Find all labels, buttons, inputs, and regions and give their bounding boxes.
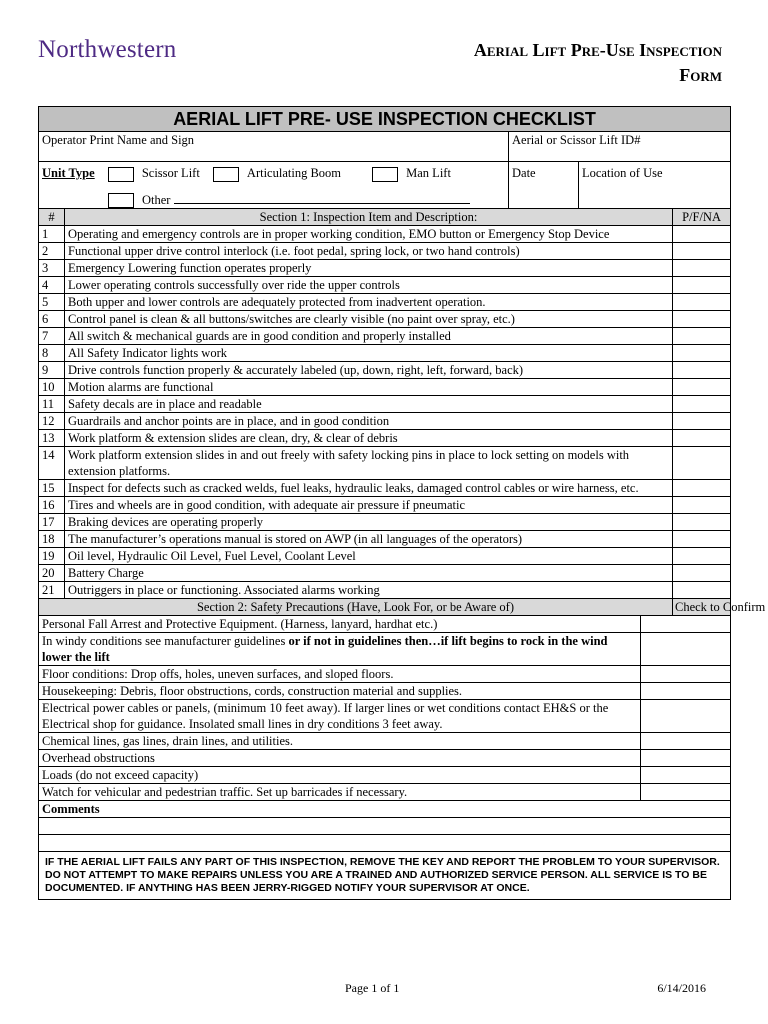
precaution-text	[39, 633, 641, 666]
precaution-text: Personal Fall Arrest and Protective Equipment. (Harness, lanyard, hardhat etc.)	[39, 616, 641, 633]
checklist-row	[39, 531, 731, 548]
item-number: 13	[39, 430, 65, 447]
checklist-row	[39, 480, 731, 497]
item-description: Both upper and lower controls are adequately protected from inadvertent operation.	[65, 294, 673, 311]
checklist-title: AERIAL LIFT PRE- USE INSPECTION CHECKLIST	[39, 107, 731, 132]
item-result-cell[interactable]	[673, 260, 731, 277]
man-lift-label: Man Lift	[406, 166, 451, 180]
item-description: Work platform extension slides in and out freely with safety locking pins in place to lock setting on models with extension platforms.	[65, 447, 673, 480]
checklist-row	[39, 243, 731, 260]
checklist-row	[39, 345, 731, 362]
item-result-cell[interactable]	[673, 294, 731, 311]
item-result-cell[interactable]	[673, 548, 731, 565]
date-field[interactable]	[509, 162, 579, 209]
other-line[interactable]	[174, 191, 470, 204]
form-title-line2: Form	[679, 65, 722, 85]
item-description: Control panel is clean & all buttons/switches are clearly visible (no paint over spray, etc.)	[65, 311, 673, 328]
checklist-row	[39, 430, 731, 447]
precaution-check-cell[interactable]	[641, 666, 731, 683]
precaution-check-cell[interactable]	[641, 750, 731, 767]
section1-header: Section 1: Inspection Item and Description:	[65, 209, 673, 226]
precaution-row	[39, 767, 731, 784]
precaution-check-cell[interactable]	[641, 767, 731, 784]
item-description: Lower operating controls successfully over ride the upper controls	[65, 277, 673, 294]
result-header: P/F/NA	[673, 209, 731, 226]
inspection-table	[38, 106, 766, 900]
precaution-check-cell[interactable]	[641, 700, 731, 733]
item-result-cell[interactable]	[673, 328, 731, 345]
lift-id-label: Aerial or Scissor Lift ID#	[512, 133, 641, 147]
item-description: Work platform & extension slides are clean, dry, & clear of debris	[65, 430, 673, 447]
precaution-row	[39, 733, 731, 750]
warning-notice: IF THE AERIAL LIFT FAILS ANY PART OF THIS INSPECTION, REMOVE THE KEY AND REPORT THE PROBLEM TO YOUR SUPERVISOR. DO NOT ATTEMPT TO MAKE REPAIRS UNLESS YOU ARE A TRAINED AND AUTHORIZED SERVICE PERSON. ALL SERVICE IS TO BE DOCUMENTED. IF ANYTHING HAS BEEN JERRY-RIGGED NOTIFY YOUR SUPERVISOR AT ONCE.	[39, 852, 731, 900]
item-result-cell[interactable]	[673, 243, 731, 260]
checklist-row	[39, 277, 731, 294]
precaution-text: Loads (do not exceed capacity)	[39, 767, 641, 784]
checklist-row	[39, 413, 731, 430]
scissor-lift-label: Scissor Lift	[141, 166, 200, 180]
item-number: 10	[39, 379, 65, 396]
operator-name-field[interactable]	[39, 132, 509, 162]
man-lift-checkbox[interactable]	[372, 167, 398, 182]
precaution-check-cell[interactable]	[641, 633, 731, 666]
articulating-boom-label: Articulating Boom	[246, 166, 342, 180]
page-number: Page 1 of 1	[345, 981, 400, 995]
checklist-row	[39, 497, 731, 514]
item-number: 5	[39, 294, 65, 311]
precaution-row	[39, 683, 731, 700]
item-result-cell[interactable]	[673, 311, 731, 328]
item-description: Guardrails and anchor points are in place, and in good condition	[65, 413, 673, 430]
item-number: 2	[39, 243, 65, 260]
precaution-row	[39, 700, 731, 733]
item-number: 21	[39, 582, 65, 599]
lift-id-field[interactable]	[509, 132, 731, 162]
precaution-text: Watch for vehicular and pedestrian traffic. Set up barricades if necessary.	[39, 784, 641, 801]
item-number: 12	[39, 413, 65, 430]
precaution-text: Floor conditions: Drop offs, holes, uneven surfaces, and sloped floors.	[39, 666, 641, 683]
comment-line[interactable]	[39, 835, 731, 852]
comment-cell[interactable]	[39, 818, 731, 835]
item-number: 11	[39, 396, 65, 413]
item-description: All Safety Indicator lights work	[65, 345, 673, 362]
item-result-cell[interactable]	[673, 430, 731, 447]
checklist-row	[39, 294, 731, 311]
item-number: 7	[39, 328, 65, 345]
item-description: Tires and wheels are in good condition, with adequate air pressure if pneumatic	[65, 497, 673, 514]
item-result-cell[interactable]	[673, 447, 731, 480]
precaution-text: Housekeeping: Debris, floor obstructions, cords, construction material and supplies.	[39, 683, 641, 700]
precaution-wind-text: In windy conditions see manufacturer guidelines	[42, 634, 289, 649]
item-number: 19	[39, 548, 65, 565]
checklist-row	[39, 447, 731, 480]
item-number: 8	[39, 345, 65, 362]
item-result-cell[interactable]	[673, 413, 731, 430]
item-description: Operating and emergency controls are in proper working condition, EMO button or Emergency Stop Device	[65, 226, 673, 243]
precaution-text: Overhead obstructions	[39, 750, 641, 767]
item-result-cell[interactable]	[673, 497, 731, 514]
checklist-row	[39, 379, 731, 396]
precaution-check-cell[interactable]	[641, 616, 731, 633]
item-result-cell[interactable]	[673, 480, 731, 497]
footer-date: 6/14/2016	[657, 981, 706, 995]
checklist-row	[39, 396, 731, 413]
comment-line[interactable]	[39, 818, 731, 835]
item-description: Braking devices are operating properly	[65, 514, 673, 531]
precaution-text: Chemical lines, gas lines, drain lines, and utilities.	[39, 733, 641, 750]
item-number: 16	[39, 497, 65, 514]
number-header: #	[39, 209, 65, 226]
item-number: 18	[39, 531, 65, 548]
item-result-cell[interactable]	[673, 362, 731, 379]
item-description: Emergency Lowering function operates properly	[65, 260, 673, 277]
precaution-row	[39, 633, 731, 666]
item-result-cell[interactable]	[673, 582, 731, 599]
item-number: 17	[39, 514, 65, 531]
precaution-check-cell[interactable]	[641, 784, 731, 801]
checklist-row	[39, 362, 731, 379]
checklist-row	[39, 311, 731, 328]
unit-type-cell	[39, 162, 509, 209]
item-description: Battery Charge	[65, 565, 673, 582]
unit-type-label: Unit Type	[42, 166, 95, 180]
item-description: Outriggers in place or functioning. Associated alarms working	[65, 582, 673, 599]
checklist-row	[39, 328, 731, 345]
comments-label: Comments	[39, 801, 731, 818]
comment-cell[interactable]	[39, 835, 731, 852]
item-number: 4	[39, 277, 65, 294]
item-result-cell[interactable]	[673, 379, 731, 396]
item-description: All switch & mechanical guards are in good condition and properly installed	[65, 328, 673, 345]
location-field[interactable]	[579, 162, 731, 209]
other-checkbox[interactable]	[108, 193, 134, 208]
item-number: 20	[39, 565, 65, 582]
item-result-cell[interactable]	[673, 565, 731, 582]
precaution-row	[39, 616, 731, 633]
precaution-row	[39, 666, 731, 683]
form-title	[474, 38, 722, 88]
item-result-cell[interactable]	[673, 396, 731, 413]
precaution-check-cell[interactable]	[641, 733, 731, 750]
check-confirm-header: Check to Confirm	[673, 599, 731, 616]
item-number: 6	[39, 311, 65, 328]
checklist-row	[39, 514, 731, 531]
item-number: 14	[39, 447, 65, 480]
item-result-cell[interactable]	[673, 277, 731, 294]
item-number: 3	[39, 260, 65, 277]
item-number: 9	[39, 362, 65, 379]
section2-header: Section 2: Safety Precautions (Have, Look For, or be Aware of)	[39, 599, 673, 616]
date-label: Date	[512, 166, 536, 180]
item-description: Inspect for defects such as cracked welds, fuel leaks, hydraulic leaks, damaged control cables or wire harness, etc.	[65, 480, 673, 497]
location-label: Location of Use	[582, 166, 663, 180]
item-number: 15	[39, 480, 65, 497]
form-title-line1: Aerial Lift Pre-Use Inspection	[473, 40, 722, 60]
item-result-cell[interactable]	[673, 226, 731, 243]
other-label: Other	[142, 192, 171, 207]
operator-label: Operator Print Name and Sign	[42, 133, 195, 147]
item-result-cell[interactable]	[673, 514, 731, 531]
item-description: Drive controls function properly & accurately labeled (up, down, right, left, forward, back)	[65, 362, 673, 379]
precaution-row	[39, 784, 731, 801]
item-description: Functional upper drive control interlock (i.e. foot pedal, spring lock, or two hand controls)	[65, 243, 673, 260]
precaution-text: Electrical power cables or panels, (minimum 10 feet away). If larger lines or wet conditions contact EH&S or the Electrical shop for guidance. Insolated small lines in dry conditions 3 feet away.	[39, 700, 641, 733]
checklist-row	[39, 565, 731, 582]
precaution-wind-bold: or if not in guidelines then…if lift begins to rock in the wind lower the lift	[42, 634, 608, 665]
scissor-lift-checkbox[interactable]	[108, 167, 134, 182]
item-description: Motion alarms are functional	[65, 379, 673, 396]
item-number: 1	[39, 226, 65, 243]
checklist-row	[39, 582, 731, 599]
item-description: Safety decals are in place and readable	[65, 396, 673, 413]
articulating-boom-checkbox[interactable]	[213, 167, 239, 182]
precaution-row	[39, 750, 731, 767]
checklist-row	[39, 226, 731, 243]
checklist-row	[39, 260, 731, 277]
item-description: The manufacturer’s operations manual is stored on AWP (in all languages of the operators)	[65, 531, 673, 548]
checklist-row	[39, 548, 731, 565]
item-description: Oil level, Hydraulic Oil Level, Fuel Level, Coolant Level	[65, 548, 673, 565]
item-result-cell[interactable]	[673, 531, 731, 548]
northwestern-logo: Northwestern	[38, 36, 177, 63]
precaution-check-cell[interactable]	[641, 683, 731, 700]
item-result-cell[interactable]	[673, 345, 731, 362]
